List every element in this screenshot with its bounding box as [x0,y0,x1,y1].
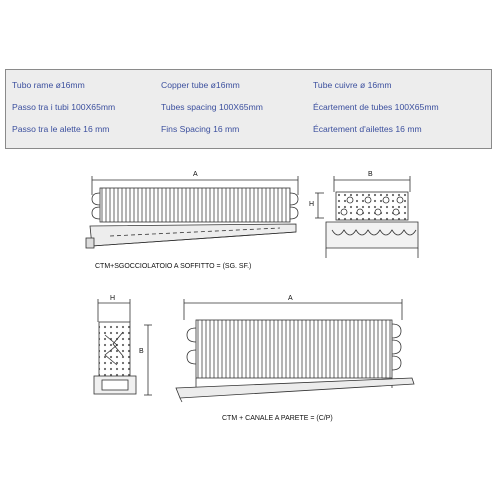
wall-channel [176,378,414,398]
spec-en: Copper tube ø16mm [161,80,240,90]
spec-it: Passo tra i tubi 100X65mm [12,102,116,112]
drawing2-side-view [176,299,414,402]
drip-tray [90,224,296,246]
tray-end [326,222,418,248]
drawing2-caption: CTM + CANALE A PARETE = (C/P) [222,415,333,422]
spec-it: Tubo rame ø16mm [12,80,85,90]
spec-en: Tubes spacing 100X65mm [161,102,263,112]
fin-block [100,188,290,222]
end-plate [336,192,408,220]
dim-a-label: A [288,295,293,302]
dim-h-label: H [110,295,116,302]
spec-fr: Tube cuivre ø 16mm [313,80,392,90]
fin-block [196,320,392,378]
end-plate [99,322,130,382]
spec-en: Fins Spacing 16 mm [161,124,240,134]
spec-fr: Écartement d'ailettes 16 mm [313,124,422,134]
dim-a-label: A [193,171,198,178]
drawing1-end-view [315,176,418,258]
dim-b-label: B [139,348,144,355]
dim-h-label: H [309,201,315,208]
drawing2-end-view [94,299,152,395]
spec-fr: Écartement de tubes 100X65mm [313,102,439,112]
drawing1-side-view [86,176,298,248]
spec-it: Passo tra le alette 16 mm [12,124,110,134]
drawing1-caption: CTM+SGOCCIOLATOIO A SOFFITTO = (SG. SF.) [95,263,252,270]
dim-b-label: B [368,171,373,178]
